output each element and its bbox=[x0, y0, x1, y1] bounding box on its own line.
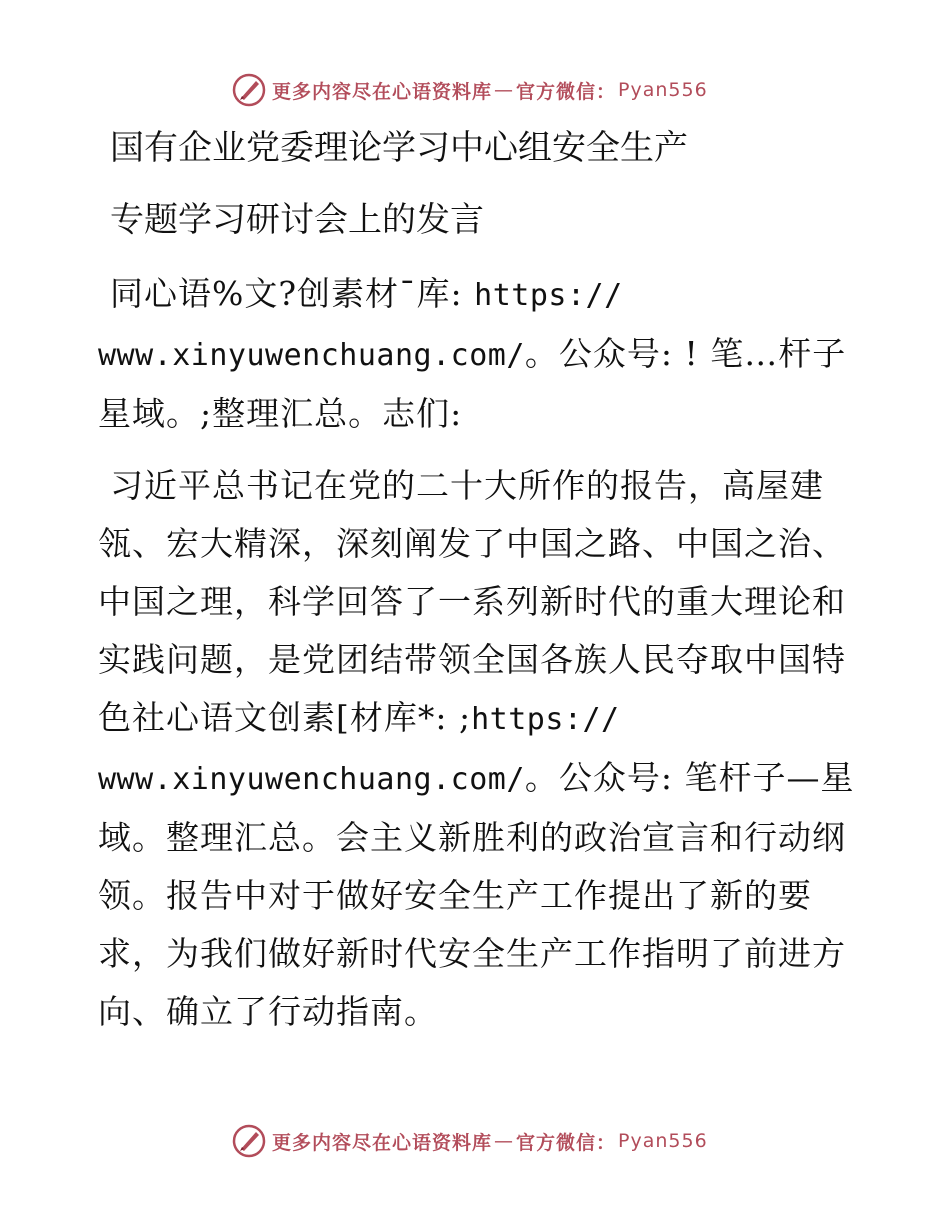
watermark-wechat-id: Pyan556 bbox=[618, 79, 708, 101]
paragraph-1-rest: 。公众号: ! 笔…杆子星域。;整理汇总。志们: bbox=[98, 334, 847, 433]
document-subtitle: 专题学习研讨会上的发言 bbox=[110, 200, 484, 240]
watermark-contact-label: 官方微信： bbox=[516, 80, 617, 103]
quill-logo-icon bbox=[232, 73, 266, 107]
paragraph-2-text-a: 习近平总书记在党的二十大所作的报告，高屋建瓴、宏大精深，深刻阐发了中国之路、中国之治、中国之理，科学回答了一系列新时代的重大理论和实践问题，是党团结带领全国各族人民夺取中国特色社心语文创素[材库*: ; bbox=[98, 466, 846, 737]
paragraph-1-lead: 同心语%文?创素材¯库: bbox=[110, 274, 475, 313]
paragraph-2-text-b: 。公众号: 笔杆子—星域。整理汇总。会主义新胜利的政治宣言和行动纲领。报告中对于做好安全生产工作提出了新的要求，为我们做好新时代安全生产工作指明了前进方向、确立了行动指南。 bbox=[98, 758, 855, 1031]
paragraph-1-url-domain: www.xinyuwenchuang.com/ bbox=[98, 338, 525, 373]
header-watermark bbox=[232, 73, 752, 107]
watermark-wechat-id: Pyan556 bbox=[618, 1130, 708, 1152]
watermark-text: 更多内容尽在心语资料库 bbox=[272, 1131, 493, 1154]
paragraph-2-url-scheme: https:// bbox=[471, 702, 620, 737]
document-body bbox=[98, 125, 858, 1041]
quill-logo-icon bbox=[232, 1124, 266, 1158]
paragraph-1 bbox=[98, 265, 858, 443]
watermark-separator: — bbox=[494, 1130, 515, 1152]
paragraph-1-url-scheme: https:// bbox=[474, 278, 623, 313]
document-title: 国有企业党委理论学习中心组安全生产 bbox=[110, 128, 688, 168]
paragraph-2-url-domain: www.xinyuwenchuang.com/ bbox=[98, 762, 525, 797]
footer-watermark bbox=[232, 1124, 752, 1158]
watermark-text: 更多内容尽在心语资料库 bbox=[272, 80, 493, 103]
watermark-separator: — bbox=[494, 79, 515, 101]
watermark-contact-label: 官方微信： bbox=[516, 1131, 617, 1154]
paragraph-2 bbox=[98, 457, 858, 1041]
